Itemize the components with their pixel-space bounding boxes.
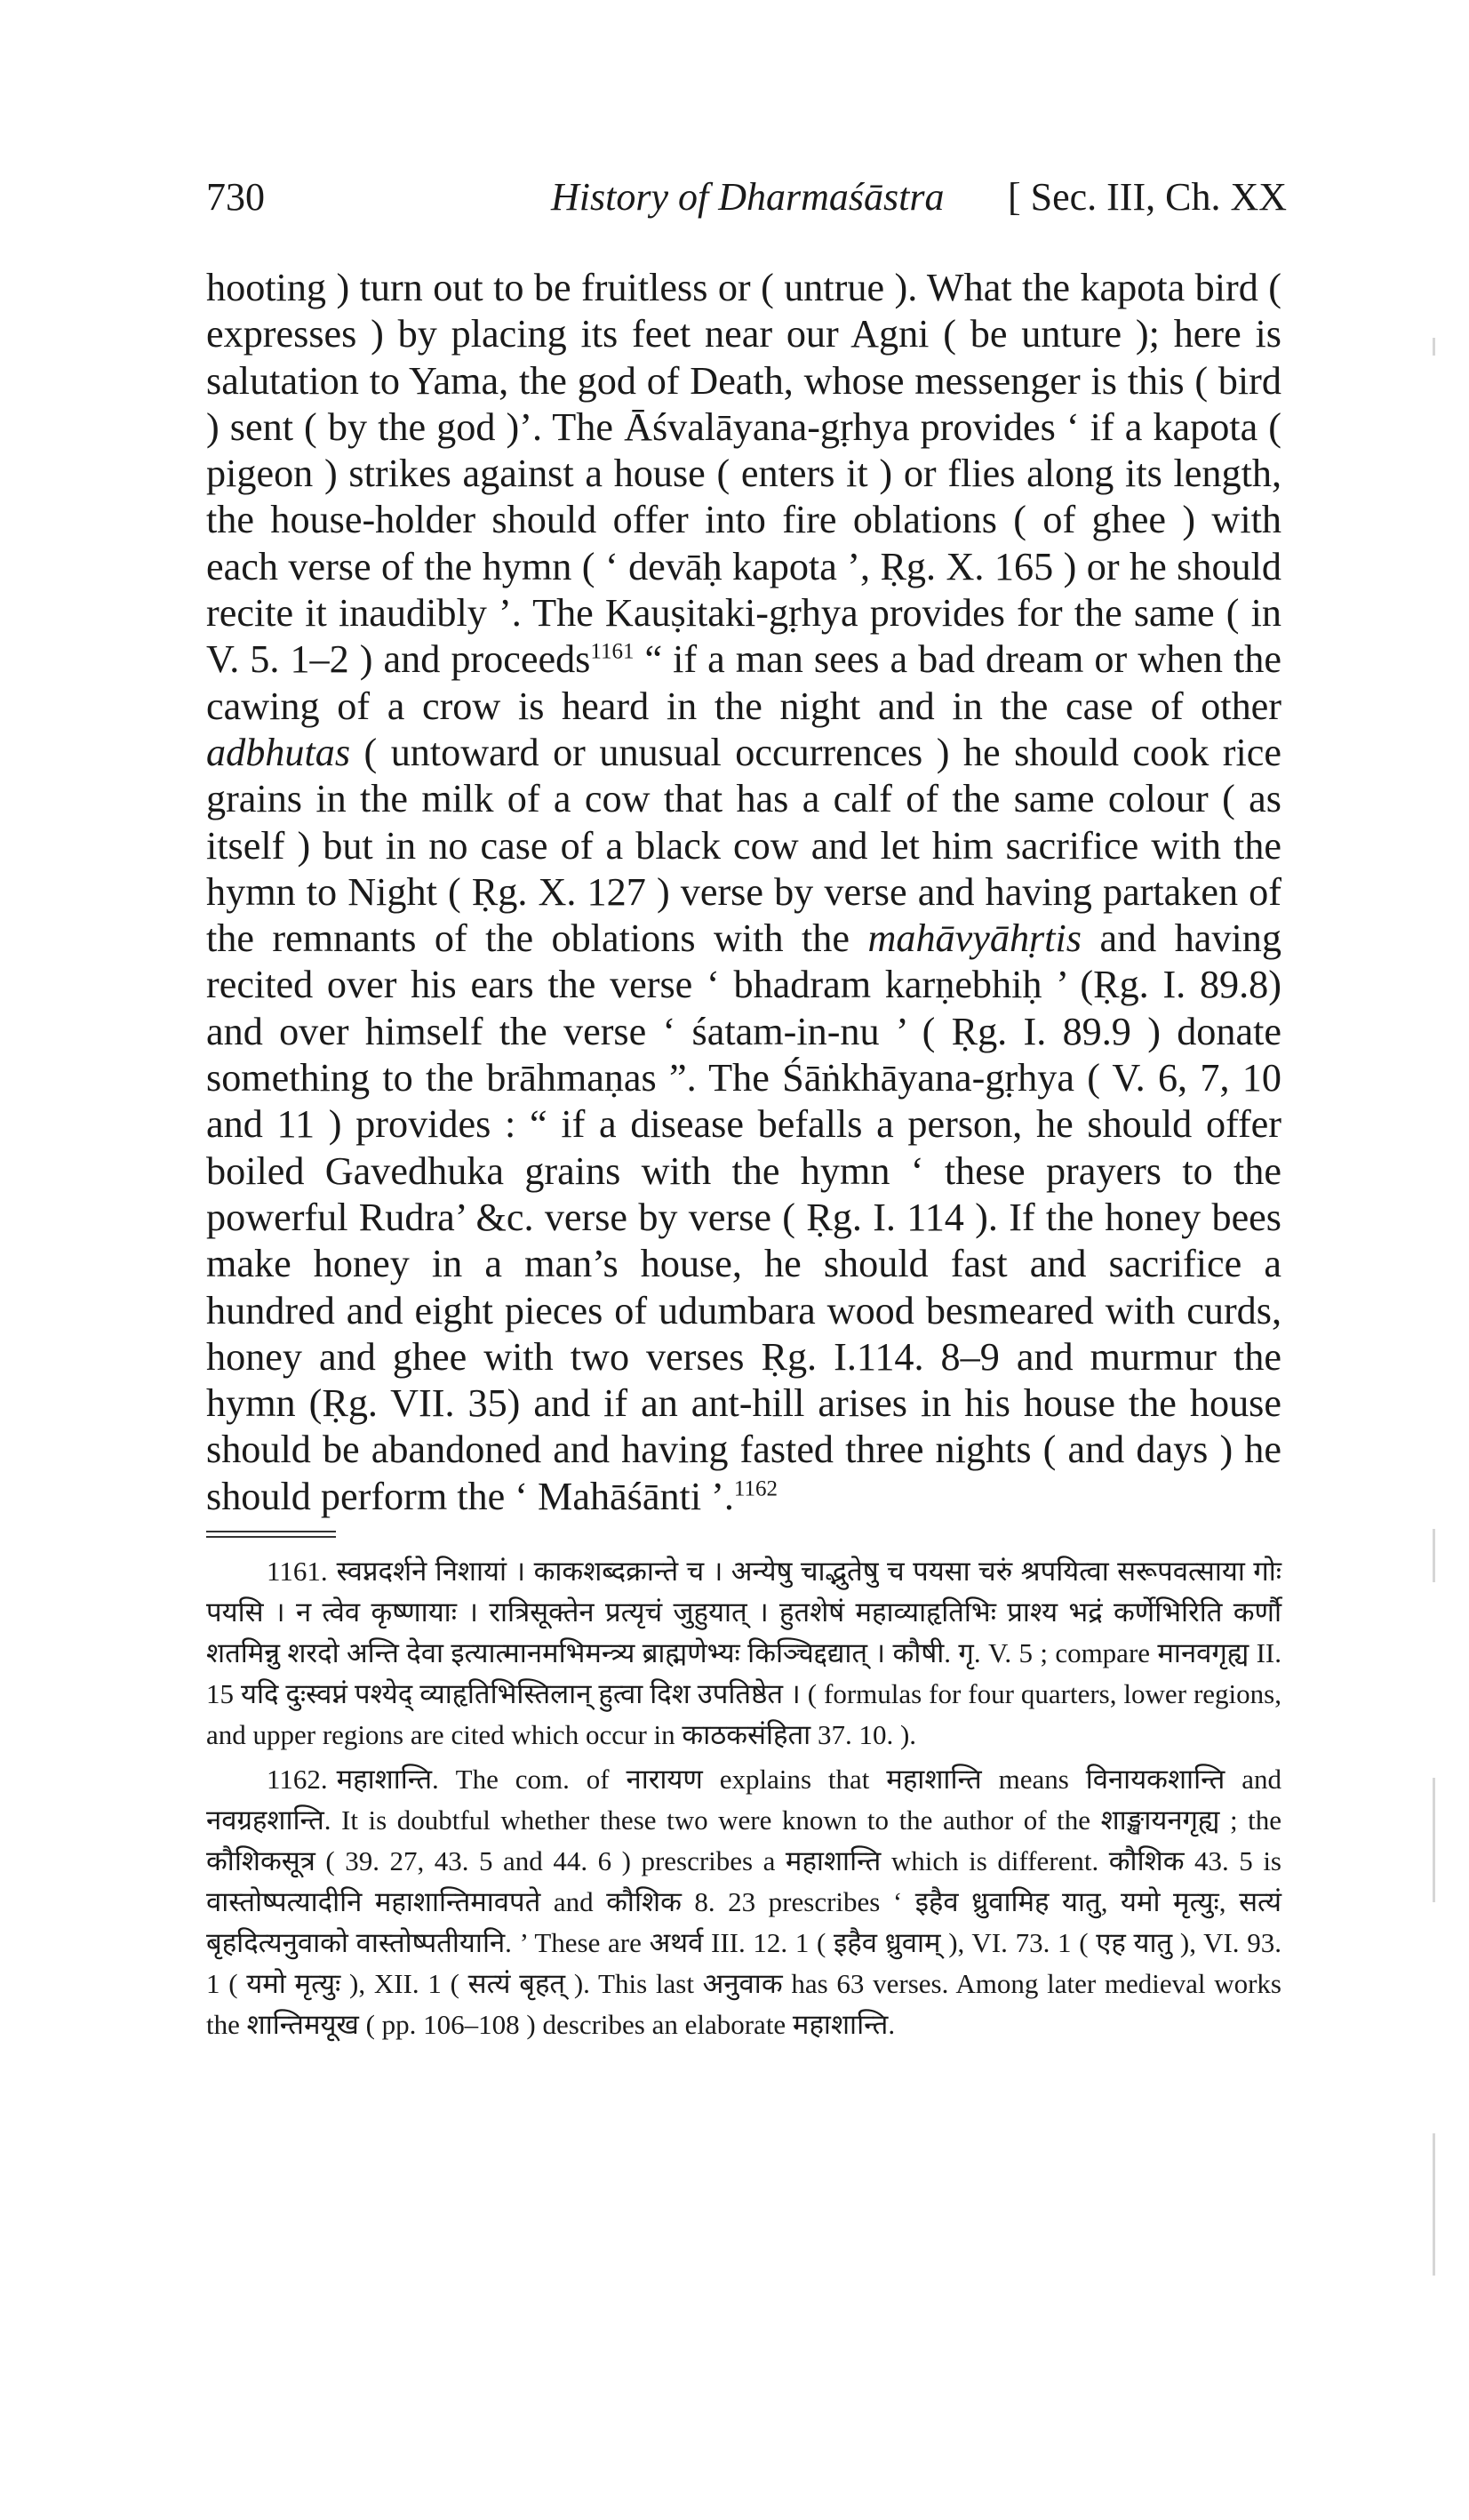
- italic-term: adbhutas: [206, 730, 351, 774]
- main-text: [206, 265, 1281, 1520]
- footnote-divider: [206, 1536, 336, 1538]
- footnote-1162: [206, 1759, 1281, 2045]
- text-span: hooting ) turn out to be fruitless or ( untrue ). What the kapota bird ( expresses ) by placing its feet near our Agni ( be unture ); here is salutation to Yama, the god of Death, whose messenger is this ( bird ) sent ( by the god )’. The Āśvalāyana-gṛhya provides ‘ if a kapota ( pigeon ) strikes against a house ( enters it ) or flies along its length, the house-holder should offer into fire oblations ( of ghee ) with each verse of the hymn ( ‘ devāḥ kapota ’, Ṛg. X. 165 ) or he should recite it inaudibly ’. The Kauṣitaki-gṛhya provides for the same ( in V. 5. 1–2 ) and proceeds: [206, 266, 1281, 682]
- scan-edge-mark: [1433, 2133, 1435, 2276]
- footnote-text: महाशान्ति. The com. of नारायण explains that महाशान्ति means विनायकशान्ति and नवग्रहशान्ति. It is doubtful whether these two were known to the author of the शाङ्खायनगृह्य ; the कौशिकसूत्र ( 39. 27, 43. 5 and 44. 6 ) prescribes a महाशान्ति which is different. कौशिक 43. 5 is वास्तोष्पत्यादीनि महाशान्तिमावपते and कौशिक 8. 23 prescribes ‘ इहैव ध्रुवामिह यातु, यमो मृत्युः, सत्यं बृहदित्यनुवाको वास्तोष्पतीयानि. ’ These are अथर्व III. 12. 1 ( इहैव ध्रुवाम् ), VI. 73. 1 ( एह यातु ), VI. 93. 1 ( यमो मृत्युः ), XII. 1 ( सत्यं बृहत् ). This last अनुवाक has 63 verses. Among later medieval works the शान्तिमयूख ( pp. 106–108 ) describes an elaborate महाशान्ति.: [206, 1764, 1281, 2040]
- text-span: “ if a man sees a bad dream or when the cawing of a crow is heard in the night and in the case of other: [206, 637, 1281, 728]
- page-number: 730: [206, 175, 265, 219]
- footnotes: [206, 1551, 1281, 2049]
- footnote-ref-1162: 1162: [733, 1476, 778, 1500]
- text-span: and having recited over his ears the verse ‘ bhadram karṇebhiḥ ’ (Ṛg. I. 89.8) and over himself the verse ‘ śatam-in-nu ’ ( Ṛg. I. 89.9 ) donate something to the brāhmaṇas ”. The Śāṅkhāyana-gṛhya ( V. 6, 7, 10 and 11 ) provides : “ if a disease befalls a person, he should offer boiled Gavedhuka grains with the hymn ‘ these prayers to the powerful Rudra’ &c. verse by verse ( Ṛg. I. 114 ). If the honey bees make honey in a man’s house, he should fast and sacrifice a hundred and eight pieces of udumbara wood besmeared with curds, honey and ghee with two verses Ṛg. I.114. 8–9 and murmur the hymn (Ṛg. VII. 35) and if an ant-hill arises in his house the house should be abandoned and having fasted three nights ( and days ) he should perform the ‘ Mahāśānti ’.: [206, 916, 1281, 1518]
- scan-edge-mark: [1433, 1529, 1435, 1582]
- scan-edge-mark: [1433, 338, 1435, 356]
- text-span: ( untoward or unusual occurrences ) he should cook rice grains in the milk of a cow that has a calf of the same colour ( as itself ) but in no case of a black cow and let him sacrifice with the hymn to Night ( Ṛg. X. 127 ) verse by verse and having partaken of the remnants of the oblations with the: [206, 730, 1281, 961]
- running-title: History of Dharmaśāstra: [551, 175, 945, 219]
- footnote-text: स्वप्नदर्शने निशायां । काकशब्दक्रान्ते च । अन्येषु चाद्भुतेषु च पयसा चरुं श्रपयित्वा सरूपवत्साया गोः पयसि । न त्वेव कृष्णायाः । रात्रिसूक्तेन प्रत्यृचं जुहुयात् । हुतशेषं महाव्याहृतिभिः प्राश्य भद्रं कर्णेभिरिति कर्णौ शतमिन्नु शरदो अन्ति देवा इत्यात्मानमभिमन्त्र्य ब्राह्मणेभ्यः किञ्चिद्दद्यात् । कौषी. गृ. V. 5 ; compare मानवगृह्य II. 15 यदि दुःस्वप्नं पश्येद् व्याहृतिभिस्तिलान् हुत्वा दिश उपतिष्ठेत । ( formulas for four quarters, lower regions, and upper regions are cited which occur in काठकसंहिता 37. 10. ).: [206, 1556, 1281, 1750]
- footnote-divider: [206, 1531, 336, 1532]
- footnote-number: 1162.: [267, 1764, 328, 1795]
- italic-term: mahāvyāhṛtis: [867, 916, 1082, 961]
- footnote-ref-1161: 1161: [590, 639, 635, 664]
- running-header: [206, 174, 1287, 228]
- section-reference: [ Sec. III, Ch. XX: [1007, 175, 1287, 219]
- footnote-number: 1161.: [267, 1556, 328, 1587]
- body-paragraph: [206, 265, 1281, 1520]
- footnote-1161: [206, 1551, 1281, 1756]
- scan-edge-mark: [1433, 1778, 1435, 1902]
